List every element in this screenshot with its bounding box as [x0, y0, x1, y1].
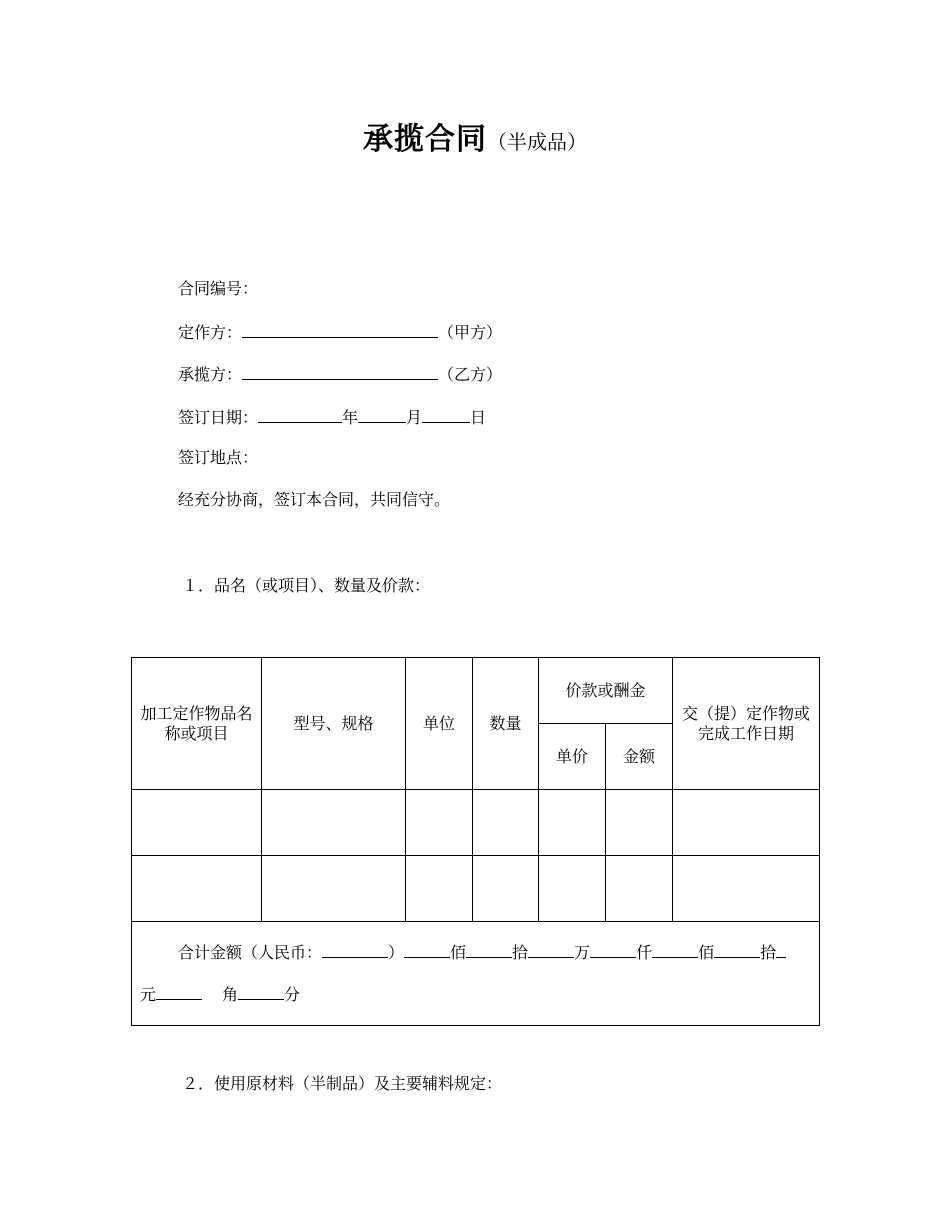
header-item-name: 加工定作物品名称或项目: [132, 658, 262, 790]
total-amount-cell: [132, 922, 820, 1026]
title-main: 承揽合同: [363, 122, 487, 157]
header-unit: 单位: [406, 658, 473, 790]
table-cell[interactable]: [406, 856, 473, 922]
section-2-heading: ２．使用原材料（半制品）及主要辅料规定：: [182, 1074, 503, 1093]
ordering-party-suffix: （甲方）: [438, 323, 503, 342]
contractor-blank[interactable]: [242, 363, 438, 380]
total-rmb-blank[interactable]: [322, 941, 388, 958]
table-cell[interactable]: [673, 856, 820, 922]
header-delivery-date: 交（提）定作物或完成工作日期: [673, 658, 820, 790]
bai2-blank[interactable]: [652, 941, 698, 958]
bai1-blank[interactable]: [404, 941, 450, 958]
table-cell[interactable]: [406, 790, 473, 856]
table-cell[interactable]: [262, 790, 406, 856]
month-label: 月: [406, 408, 423, 427]
table-cell[interactable]: [132, 856, 262, 922]
contract-number-label: 合同编号：: [178, 279, 259, 298]
wan-label: 万: [574, 942, 591, 962]
sign-date-label: 签订日期：: [178, 408, 259, 427]
header-unit-price: 单价: [539, 724, 606, 790]
total-label: 合计金额（人民币：: [178, 942, 323, 962]
table-cell[interactable]: [132, 790, 262, 856]
contractor-suffix: （乙方）: [438, 365, 503, 384]
wan-blank[interactable]: [528, 941, 574, 958]
ordering-party-line: [178, 321, 502, 343]
table-cell[interactable]: [539, 790, 606, 856]
jiao-blank[interactable]: [238, 983, 284, 1000]
sign-date-line: [178, 406, 486, 428]
table-row: [132, 790, 820, 856]
header-model: 型号、规格: [262, 658, 406, 790]
intro-text: 经充分协商，签订本合同，共同信守。: [178, 490, 451, 509]
section-1-heading: １．品名（或项目）、数量及价款：: [182, 576, 431, 595]
fen-label: 分: [284, 984, 301, 1004]
shi1-blank[interactable]: [466, 941, 512, 958]
table-cell[interactable]: [606, 790, 673, 856]
table-cell[interactable]: [262, 856, 406, 922]
shi1-label: 拾: [512, 942, 529, 962]
ordering-party-label: 定作方：: [178, 323, 243, 342]
shi2-blank[interactable]: [714, 941, 760, 958]
shi2-trailing-blank[interactable]: [776, 941, 786, 958]
table-cell[interactable]: [673, 790, 820, 856]
header-price-group: 价款或酬金: [539, 658, 673, 724]
bai1-label: 佰: [450, 942, 467, 962]
contractor-label: 承揽方：: [178, 365, 243, 384]
title-sub: （半成品）: [487, 130, 587, 154]
shi2-label: 拾: [760, 942, 777, 962]
contract-number-line: [178, 279, 258, 299]
table-cell[interactable]: [473, 856, 539, 922]
jiao-label: 角: [222, 984, 239, 1004]
document-title: [0, 114, 950, 158]
day-blank[interactable]: [422, 406, 470, 423]
ordering-party-blank[interactable]: [242, 321, 438, 338]
total-close: ）: [388, 942, 405, 962]
sign-place-label: 签订地点：: [178, 448, 259, 467]
header-amount: 金额: [606, 724, 673, 790]
yuan-label: 元: [140, 984, 157, 1004]
day-label: 日: [470, 408, 487, 427]
sign-place-line: [178, 448, 258, 468]
bai2-label: 佰: [698, 942, 715, 962]
qian-label: 仟: [636, 942, 653, 962]
qian-blank[interactable]: [590, 941, 636, 958]
table-cell[interactable]: [606, 856, 673, 922]
year-blank[interactable]: [258, 406, 342, 423]
table-cell[interactable]: [473, 790, 539, 856]
table-row: [132, 856, 820, 922]
header-quantity: 数量: [473, 658, 539, 790]
month-blank[interactable]: [358, 406, 406, 423]
contractor-line: [178, 363, 502, 385]
year-label: 年: [342, 408, 359, 427]
items-table: [131, 657, 820, 1026]
yuan-blank[interactable]: [156, 983, 202, 1000]
table-cell[interactable]: [539, 856, 606, 922]
intro-line: [178, 490, 450, 510]
